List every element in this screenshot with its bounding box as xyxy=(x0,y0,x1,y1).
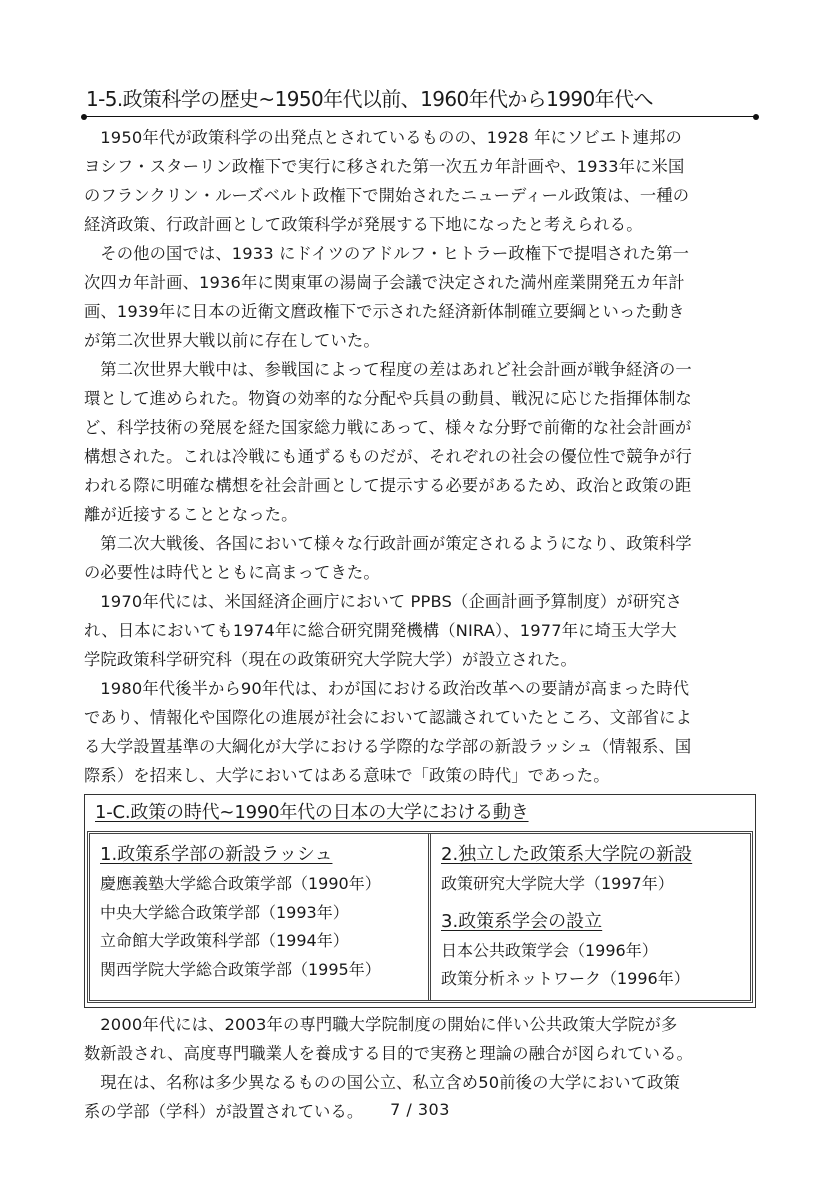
paragraph xyxy=(84,123,756,239)
text-line: の必要性は時代とともに高まってきた。 xyxy=(84,563,380,582)
right-column-title-2: 3.政策系学会の設立 xyxy=(441,910,603,932)
text-line: 1980年代後半から90年代は、わが国における政治改革への要請が高まった時代 xyxy=(100,679,690,698)
text-line: る大学設置基準の大綱化が大学における学際的な学部の新設ラッシュ（情報系、国 xyxy=(84,737,692,756)
summary-box-left-column xyxy=(90,834,431,1000)
left-column-title: 1.政策系学部の新設ラッシュ xyxy=(100,844,333,865)
text-line: 離が近接することとなった。 xyxy=(84,505,298,524)
list-item: 日本公共政策学会（1996年） xyxy=(441,940,658,960)
text-line: 数新設され、高度専門職業人を養成する目的で実務と理論の融合が図られている。 xyxy=(84,1043,693,1063)
text-line: われる際に明確な構想を社会計画として提示する必要があるため、政治と政策の距 xyxy=(84,476,692,495)
text-line: 際系）を招来し、大学においてはある意味で「政策の時代」であった。 xyxy=(84,766,610,785)
text-line: 画、1939年に日本の近衛文麿政権下で示された経済新体制確立要綱といった動き xyxy=(84,302,685,321)
list-item: 政策研究大学院大学（1997年） xyxy=(441,874,674,893)
body-text-before-box xyxy=(84,123,756,790)
paragraph xyxy=(84,355,756,529)
text-line: 学院政策科学研究科（現在の政策研究大学院大学）が設立された。 xyxy=(84,650,577,669)
text-line: のフランクリン・ルーズベルト政権下で開始されたニューディール政策は、一種の xyxy=(84,186,690,205)
section-heading-text: 1-5.政策科学の歴史~1950年代以前、1960年代から1990年代へ xyxy=(86,87,653,111)
section-heading xyxy=(84,84,756,117)
text-line: れ、日本においても1974年に総合研究開発機構（NIRA）、1977年に埼玉大学大 xyxy=(84,621,677,640)
list-item: 立命館大学政策科学部（1994年） xyxy=(100,931,349,950)
paragraph xyxy=(84,587,756,674)
page-content xyxy=(84,84,756,1126)
heading-rule-right-dot xyxy=(753,114,759,120)
paragraph xyxy=(84,239,756,355)
text-line: ヨシフ・スターリン政権下で実行に移された第一次五カ年計画や、1933年に米国 xyxy=(84,157,685,176)
summary-box-columns xyxy=(87,831,753,1003)
paragraph xyxy=(84,1010,756,1068)
text-line: 第二次世界大戦中は、参戦国によって程度の差はあれど社会計画が戦争経済の一 xyxy=(100,360,692,379)
paragraph xyxy=(84,674,756,790)
text-line: が第二次世界大戦以前に存在していた。 xyxy=(84,331,380,350)
text-line: 環として進められた。物資の効率的な分配や兵員の動員、戦況に応じた指揮体制な xyxy=(84,389,692,408)
text-line: その他の国では、1933 にドイツのアドルフ・ヒトラー政権下で提唱された第一 xyxy=(100,244,690,263)
list-item: 中央大学総合政策学部（1993年） xyxy=(100,902,349,922)
summary-box-right-column xyxy=(431,834,750,1000)
text-line: 経済政策、行政計画として政策科学が発展する下地になったと考えられる。 xyxy=(84,215,643,234)
summary-box-title: 1-C.政策の時代~1990年代の日本の大学における動き xyxy=(95,802,529,823)
text-line: 現在は、名称は多少異なるものの国公立、私立含め50前後の大学において政策 xyxy=(100,1072,680,1092)
page-number: 7 / 303 xyxy=(390,1100,450,1119)
heading-rule-left-dot xyxy=(81,114,87,120)
text-line: 構想された。これは冷戦にも通ずるものだが、それぞれの社会の優位性で競争が行 xyxy=(84,447,692,466)
text-line: 系の学部（学科）が設置されている。 xyxy=(84,1101,364,1121)
text-line: であり、情報化や国際化の進展が社会において認識されていたところ、文部省によ xyxy=(84,708,692,727)
text-line: 1970年代には、米国経済企画庁において PPBS（企画計画予算制度）が研究さ xyxy=(100,592,683,611)
text-line: ど、科学技術の発展を経た国家総力戦にあって、様々な分野で前衛的な社会計画が xyxy=(84,418,692,437)
text-line: 次四カ年計画、1936年に関東軍の湯崗子会議で決定された満州産業開発五カ年計 xyxy=(84,273,685,292)
list-item: 関西学院大学総合政策学部（1995年） xyxy=(100,959,381,979)
summary-box xyxy=(84,794,756,1008)
text-line: 第二次大戦後、各国において様々な行政計画が策定されるようになり、政策科学 xyxy=(100,534,692,553)
list-item: 慶應義塾大学総合政策学部（1990年） xyxy=(100,874,381,893)
paragraph xyxy=(84,529,756,587)
list-item: 政策分析ネットワーク（1996年） xyxy=(441,969,690,988)
right-column-title-1: 2.独立した政策系大学院の新設 xyxy=(441,844,693,865)
text-line: 2000年代には、2003年の専門職大学院制度の開始に伴い公共政策大学院が多 xyxy=(100,1014,678,1034)
text-line: 1950年代が政策科学の出発点とされているものの、1928 年にソビエト連邦の xyxy=(100,128,682,147)
